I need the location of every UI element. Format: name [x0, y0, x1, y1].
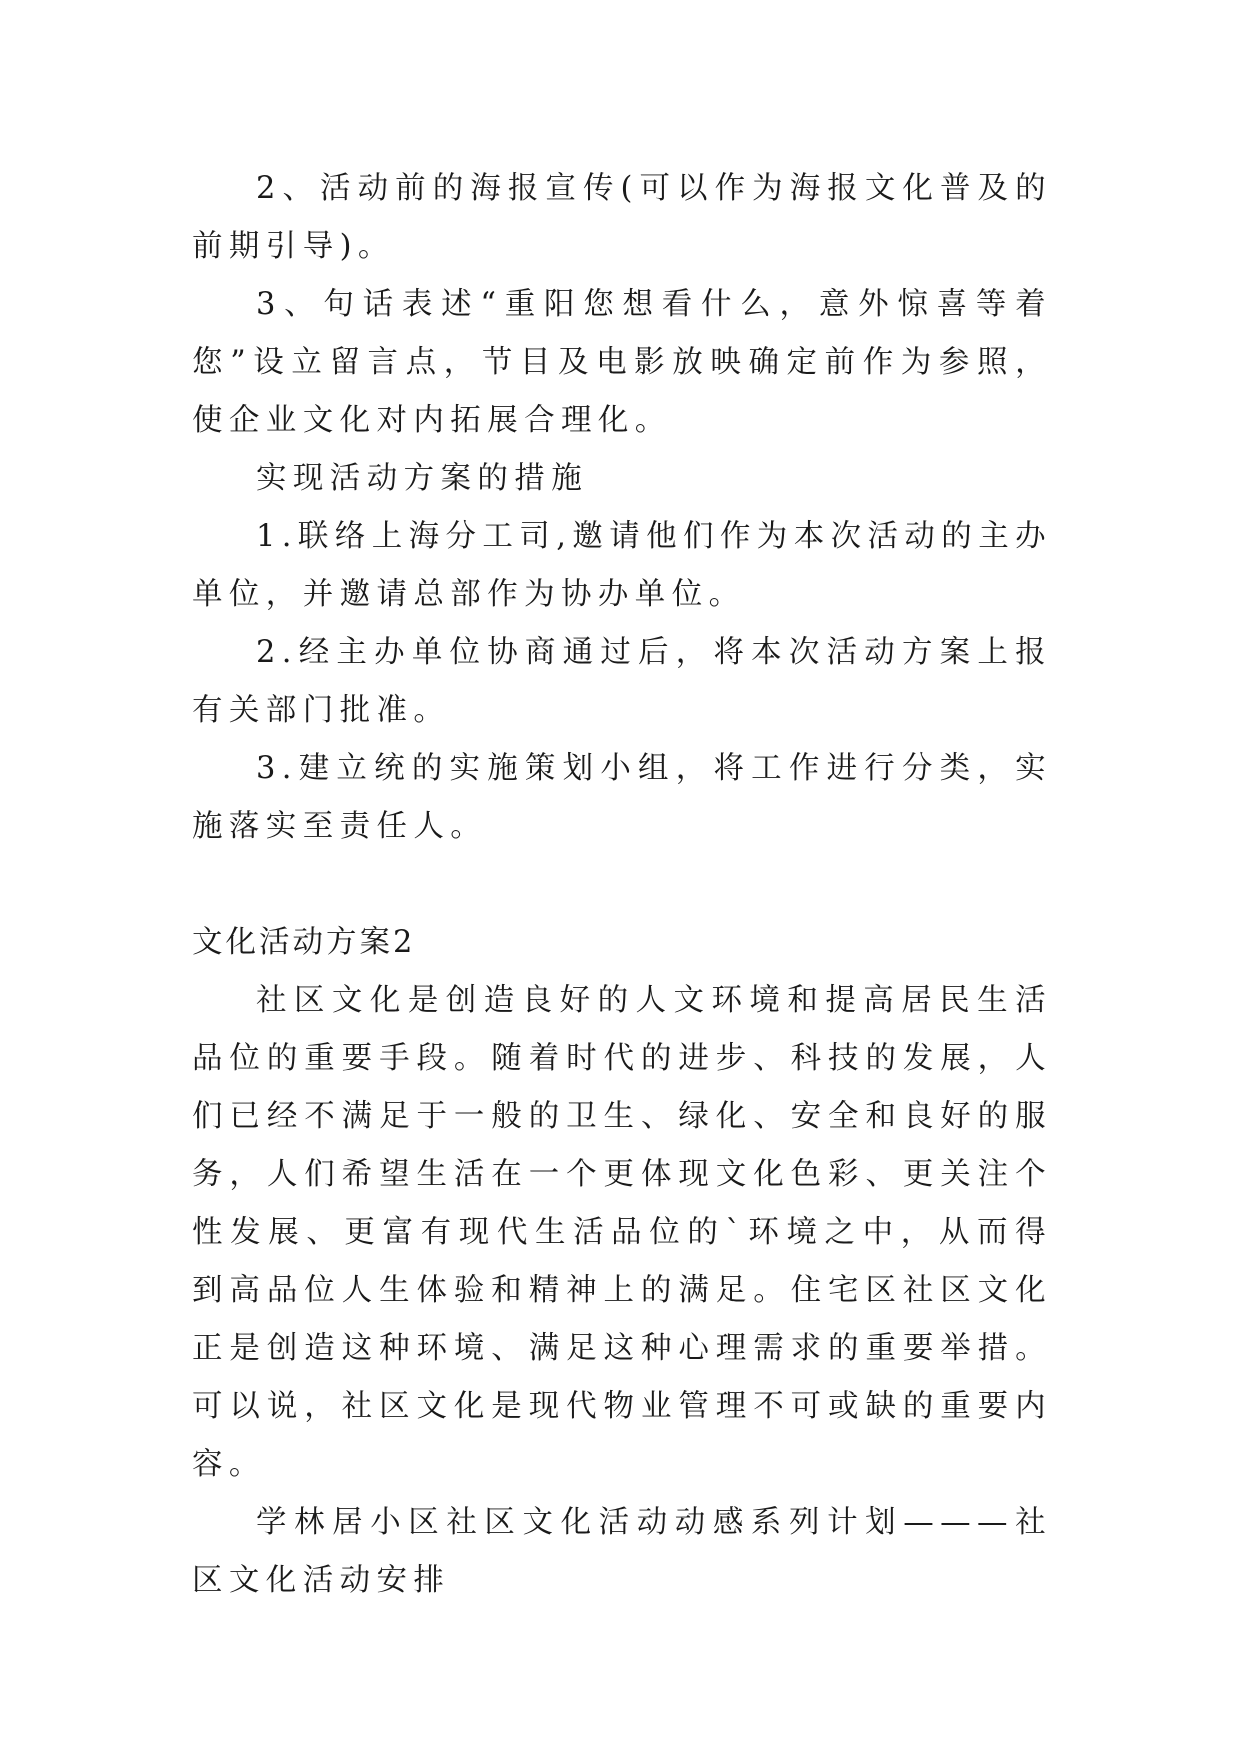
- section-title: 文化活动方案2: [192, 925, 416, 960]
- paragraph: 3.建立统的实施策划小组，将工作进行分类，实施落实至责任人。: [192, 751, 1052, 844]
- paragraph: 学林居小区社区文化活动动感系列计划———社区文化活动安排: [192, 1505, 1052, 1598]
- paragraph: 社区文化是创造良好的人文环境和提高居民生活品位的重要手段。随着时代的进步、科技的发展，人们已经不满足于一般的卫生、绿化、安全和良好的服务，人们希望生活在一个更体现文化色彩、更关注个性发展、更富有现代生活品位的`环境之中，从而得到高品位人生体验和精神上的满足。住宅区社区文化正是创造这种环境、满足这种心理需求的重要举措。可以说，社区文化是现代物业管理不可或缺的重要内容。: [192, 983, 1052, 1482]
- paragraph: 2、活动前的海报宣传(可以作为海报文化普及的前期引导)。: [192, 171, 1052, 264]
- paragraph: 实现活动方案的措施: [256, 461, 589, 496]
- document-page: [192, 160, 1052, 1610]
- paragraph: 3、句话表述“重阳您想看什么，意外惊喜等着您”设立留言点，节目及电影放映确定前作为参照，使企业文化对内拓展合理化。: [192, 287, 1052, 438]
- paragraph: 1.联络上海分工司,邀请他们作为本次活动的主办单位，并邀请总部作为协办单位。: [192, 519, 1052, 612]
- paragraph: 2.经主办单位协商通过后，将本次活动方案上报有关部门批准。: [192, 635, 1052, 728]
